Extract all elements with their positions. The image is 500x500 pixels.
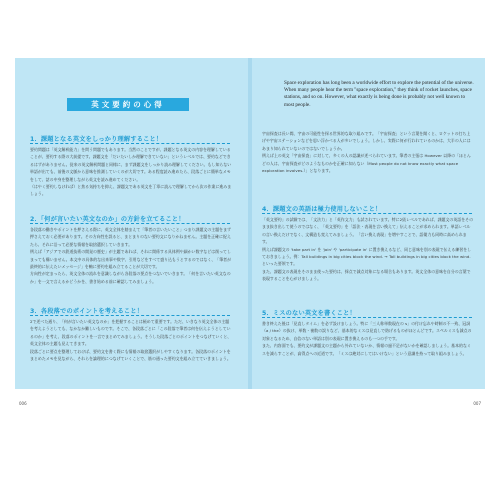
heading-3-underline (30, 315, 230, 317)
left-page (15, 58, 248, 389)
paragraph: 方向性が定まったら、英文全体の流れを意識しながら各段落の要点をつないでいきます。「何を言いたい英文なのか」を一文で言えるかどうかを、書き始める前に確認してみましょう。 (30, 271, 231, 284)
heading-4-underline (262, 213, 472, 215)
heading-5: 5．ミスのない英文を書くこと！ (262, 310, 356, 317)
section-5-body (262, 320, 474, 384)
paragraph: 段落ごとに要点を整理しておけば、要約文を書く際にも情報の取捨選択がしやすくなります。各段落のポイントをまとめたメモを見ながら、それらを論理的につなげていくことで、筋の通った要約文を組み立てていきましょう。 (30, 348, 231, 362)
page-number-left: 006 (19, 401, 27, 406)
page-number-right: 007 (473, 401, 481, 406)
paragraph: 各段落の働きやポイントを押さえる際に、英文全体を踏まえて「筆者の言いたいこと」つまり課題文の主題をまず押さえておく必要があります。その方向性を誤ると、まとまりのない要約文になりかねません。主題を正確に捉えたら、それに沿って必要な情報を取捨選択していきます。 (30, 227, 231, 247)
heading-1: 1．課題となる英文をしっかり理解すること！ (30, 136, 163, 143)
paragraph: 例えば上の英文「宇宙探査」に対して、多くの人の認識が述べられています。筆者の主張は However 以降の「ほとんどの人は、宇宙探査がどのようなものかを正確に知らない（Most people do not know exactly what space exploration involves.）」となります。 (262, 153, 471, 174)
paragraph: 2で述べた通り、「何が言いたい英文なのか」を把握することは極めて重要です。ただ、いきなり英文全体の主題を考えようとしても、なかなか難しいものです。そこで、各段落ごとに「この段落で筆者は何を伝えようとしているのか」を考え、段落のポイントを一言でまとめてみましょう。そうした段落ごとのポイントをつなげていくと、英文全体の主題も見えてきます。 (30, 319, 232, 347)
heading-2-underline (30, 223, 230, 225)
heading-1-underline (30, 143, 230, 145)
paragraph: （はやく要約しなければ）と焦る気持ちを抑え、課題文である英文を丁寧に読んで理解してから次の作業に進みましょう。 (30, 184, 232, 197)
english-sample-passage: Space exploration has long been a worldwide effort to explore the potential of the universe. When many people hear the term "space exploration," they think of rocket launches, space stations, and so on. However, what exactly is being done is probably not well known to most people. (284, 80, 474, 108)
paragraph: 「英文要約」の試験では、「文法力」と「英作文力」も試されています。特に2級レベルであれば、課題文の英語をそのまま抜き出して使うのではなく、「英文要約」を「語法・表現を言い換えて」伝えることが求められます。単語レベルの言い換えだけでなく、文構造も変えてみましょう。「言い換え表現」を増やすことで、語彙力も同時に高められます。 (262, 217, 474, 245)
heading-4: 4．課題文の英語は極力使用しないこと！ (262, 206, 382, 213)
paragraph: また、内容面でも、要約文が課題文の主題から外れていないか、情報の過不足がないかを確認しましょう。基本的なミスを減らすことが、高得点への近道です。「ミスは絶対にしてはいけない」という意識を持って取り組みましょう。 (262, 343, 471, 356)
intro-body (262, 130, 474, 190)
paragraph: 書き終えた後は「見直しタイム」を必ず設けましょう。特に「三人称単数現在の s」の付け忘れや時制の不一致、冠詞（a / the）の抜け、単数・複数の誤りなど、基本的なミスは見直しで防げるものがほとんどです。スペルミスも減点の対象となるため、自信のない単語は別の表現に置き換えるのも一つの手です。 (262, 321, 472, 341)
section-banner: 英文要約の心得 (67, 98, 189, 111)
section-1-body (30, 146, 233, 210)
section-2-body (30, 226, 233, 302)
paragraph: 例えば課題文の 'take part in' を 'join' や 'participate in' に置き換えるなど、同じ意味を別の表現で伝える練習をしておきましょう。例：Tall buildings in big cities block the wind. → Tall buildings in big cities block the wind. といった要領です。 (262, 246, 472, 267)
right-page (252, 58, 485, 389)
paragraph: 要約問題は「英文解釈能力」を問う問題でもあります。当然のことですが、課題となる英文の内容を理解していることが、要約する際の大前提です。課題文を「だいたいしか理解できていない」というレベルでは、要約などできるはずがありません。従来の英文解釈問題と同様に、まず課題文をしっかり読み理解してください。もし知らない単語が出ても、前後の文脈から意味を推測していくのが大切です。ある程度読み進めたら、段落ごとに簡単なメモをして、話の中身を整理しながら英文を読み進めてください。 (30, 147, 232, 182)
heading-3: 3．各段落でのポイントを考えること！ (30, 308, 144, 315)
section-4-body (262, 216, 474, 300)
heading-5-underline (262, 317, 472, 319)
paragraph: 例えば「アジアでの鉄道技術の開発の歴史」が主題であれば、それに関係する具体例や細かい数字などは削ってしまっても構いません。本文中の具体的な出来事や数字、引用などをすべて盛り込もうとするのではなく、「筆者が最終的に伝えたいメッセージ」を軸に要約を組み立てることが大切です。 (30, 249, 232, 270)
book-spread (15, 58, 485, 406)
paragraph: また、課題文の表現をそのまま使った要約は、採点で減点対象になる場合もあります。英文全体の意味を自分の言葉で表現することを心がけましょう。 (262, 268, 471, 282)
section-3-body (30, 318, 233, 382)
paragraph: 宇宙探査は長い間、宇宙の可能性を探る世界的な取り組みです。「宇宙探査」という言葉を聞くと、ロケットの打ち上げや宇宙ステーションなどを思い浮かべる人が多いでしょう。しかし、実際に何が行われているのかは、大半の人にはあまり知られていないのではないでしょうか。 (262, 131, 471, 151)
heading-2: 2．「何が言いたい英文なのか」の方針を立てること！ (30, 216, 185, 223)
